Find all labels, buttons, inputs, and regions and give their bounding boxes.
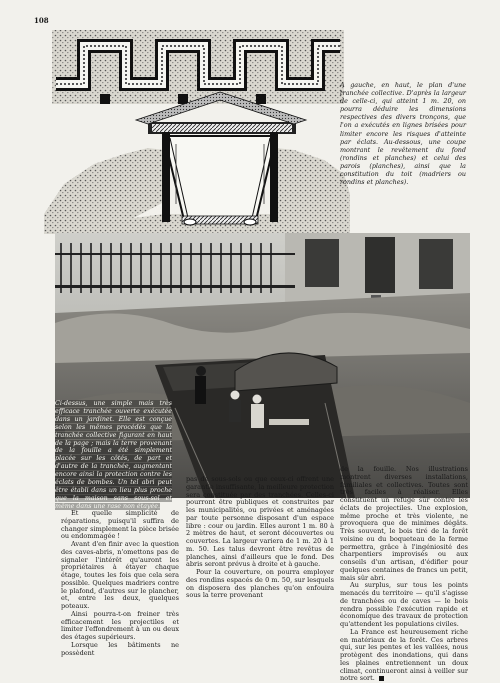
paragraph-text: La France est heureusement riche en matériaux de la forêt. Ces arbres qui, sur les pentes et les vallées, nous protègent des inondations, qui dans les plaines entretiennent un doux climat, continueront ainsi à veiller sur notre sort. xyxy=(340,627,468,683)
figure-caption-photo xyxy=(55,400,172,511)
text-column-3 xyxy=(340,466,468,683)
page-number: 108 xyxy=(34,16,49,25)
paragraph: Au surplus, sur tous les points menacés du territoire — qu'il s'agisse de tranchées ou de caves — le bois rendra possible l'exécution rapide et économique des travaux de protection qu'attendent les populations civiles. xyxy=(340,581,468,628)
trench-plan-and-section-drawing xyxy=(44,24,350,234)
paragraph xyxy=(340,629,468,683)
end-of-article-mark xyxy=(379,676,384,681)
paragraph: de la fouille. Nos illustrations montrent diverses installations, familiales et collectives. Toutes sont très faciles à réaliser. Elles constituent un refuge sûr contre les éclats de projectiles. Une explosion, même proche et très violente, ne provoquera que de minimes dégâts. Très souvent, le bois tiré de la forêt voisine ou du boqueteau de la ferme permettra, grâce à l'ingéniosité des charpentiers improvisés ou aux conseils d'un artisan, d'édifier pour quelques centaines de francs un petit, mais sûr abri. xyxy=(340,465,468,582)
paragraph: Lorsque les bâtiments ne possèdent xyxy=(61,640,179,657)
figure-caption-top: A gauche, en haut, le plan d'une tranchée collective. D'après la largeur de celle-ci, qui atteint 1 m. 20, on pourra déduire les dimensions respectives des divers tronçons, que l'on a exécutés en lignes brisées pour limiter encore les risques d'atteinte par éclats. Au-dessous, une coupe montrant le revêtement du fond (rondins et planches) et celui des parois (planches), ainsi que la constitution du toit (madriers ou rondins et planches). xyxy=(340,81,466,187)
paragraph: Et quelle simplicité de réparations, puisqu'il suffira de changer simplement la pièce brisée ou endommagée ! xyxy=(61,509,179,541)
text-column-2 xyxy=(186,476,334,600)
paragraph: Avant d'en finir avec la question des caves-abris, n'omettons pas de signaler l'intérêt qu'auront les propriétaires à étayer chaque étage, toutes les fois que cela sera possible. Quelques madriers contre le plafond, d'autres sur le plancher, et, entre les deux, quelques poteaux. xyxy=(61,540,179,610)
figure-caption-photo-text: Ci-dessus, une simple mais très efficace tranchée ouverte exécutée dans un jardinet. Elle est conçue selon les mêmes procédés que la tranchée collective figurant en haut de la page ; mais la terre provenant de la fouille a été simplement placée sur les côtés, de part et d'autre de la tranchée, augmentant encore ainsi la protection contre les éclats de bombes. Un tel abri peut être établi dans un lieu plus proche que la maison sans sous-sol et même dans une rase non étayée. xyxy=(55,400,172,510)
text-column-1 xyxy=(61,510,179,657)
paragraph: Ainsi pourra-t-on freiner très efficacement les projectiles et limiter l'effondrement à un ou deux des étages supérieurs. xyxy=(61,609,179,641)
paragraph: Pour la couverture, on pourra employer des rondins espacés de 0 m. 50, sur lesquels on disposera des planches qu'on enfouira sous la terre provenant xyxy=(186,568,334,600)
paragraph: pas de sous-sols ou que ceux-ci offrent une garantie insuffisante, la meilleure protection sera constituée par des tranchées. Celles-ci pourront être publiques et construites par les municipalités, ou privées et aménagées par toute personne disposant d'un espace libre : cour ou jardin. Elles auront 1 m. 80 à 2 mètres de haut, et seront découvertes ou couvertes. La largeur variera de 1 m. 20 à 1 m. 50. Les talus devront être revêtus de planches, ainsi d'ailleurs que le fond. Des abris seront prévus à droite et à gauche. xyxy=(186,475,334,569)
